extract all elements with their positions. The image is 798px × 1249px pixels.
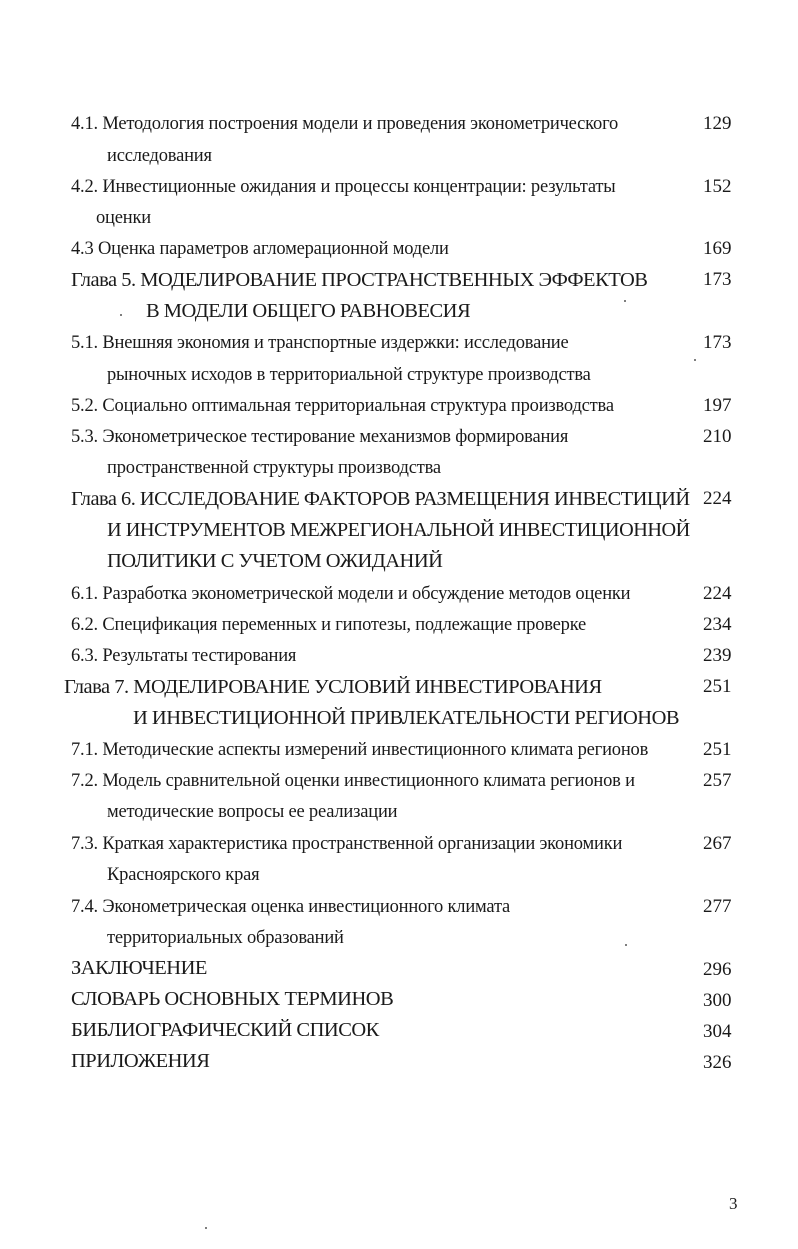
toc-entry-title-continued: рыночных исходов в территориальной структуре производства <box>107 365 591 385</box>
toc-chapter-title: Глава 6. ИССЛЕДОВАНИЕ ФАКТОРОВ РАЗМЕЩЕНИЯ ИНВЕСТИЦИЙ <box>71 488 690 510</box>
toc-chapter-title-continued: ПОЛИТИКИ С УЧЕТОМ ОЖИДАНИЙ <box>107 550 443 572</box>
scan-speck <box>120 314 122 316</box>
toc-page-number: 129 <box>703 113 732 134</box>
toc-page-number: 152 <box>703 176 732 197</box>
toc-page-number: 239 <box>703 645 732 666</box>
toc-page-number: 267 <box>703 833 732 854</box>
toc-entry-title: 4.3 Оценка параметров агломерационной модели <box>71 239 449 259</box>
toc-entry-title-continued: оценки <box>96 208 151 228</box>
toc-page-number: 234 <box>703 614 732 635</box>
toc-entry-title: 4.2. Инвестиционные ожидания и процессы концентрации: результаты <box>71 177 616 197</box>
toc-page-number: 173 <box>703 269 732 290</box>
toc-entry-title-continued: территориальных образований <box>107 928 344 948</box>
toc-page-number: 224 <box>703 488 732 509</box>
toc-page-number: 224 <box>703 583 732 604</box>
toc-entry-title: 7.3. Краткая характеристика пространственной организации экономики <box>71 834 623 854</box>
toc-page-number: 300 <box>703 990 732 1011</box>
toc-entry-title-continued: исследования <box>107 146 212 166</box>
toc-chapter-title-continued: И ИНСТРУМЕНТОВ МЕЖРЕГИОНАЛЬНОЙ ИНВЕСТИЦИОННОЙ <box>107 519 690 541</box>
toc-page-number: 296 <box>703 959 732 980</box>
toc-entry-title: 7.2. Модель сравнительной оценки инвестиционного климата регионов и <box>71 771 635 791</box>
toc-chapter-title-continued: В МОДЕЛИ ОБЩЕГО РАВНОВЕСИЯ <box>146 300 471 322</box>
toc-entry-title: 5.3. Эконометрическое тестирование механизмов формирования <box>71 427 569 447</box>
toc-entry-title: 6.2. Спецификация переменных и гипотезы, подлежащие проверке <box>71 615 587 635</box>
toc-section-title: ПРИЛОЖЕНИЯ <box>71 1050 210 1072</box>
toc-entry-title-continued: методические вопросы ее реализации <box>107 802 398 822</box>
toc-entry-title: 6.1. Разработка эконометрической модели и обсуждение методов оценки <box>71 584 631 604</box>
toc-page-number: 277 <box>703 896 732 917</box>
toc-page-number: 251 <box>703 676 732 697</box>
toc-entry-title: 5.2. Социально оптимальная территориальная структура производства <box>71 396 614 416</box>
toc-page-number: 210 <box>703 426 732 447</box>
toc-entry-title: 7.1. Методические аспекты измерений инвестиционного климата регионов <box>71 740 649 760</box>
toc-section-title: БИБЛИОГРАФИЧЕСКИЙ СПИСОК <box>71 1019 379 1041</box>
toc-entry-title: 6.3. Результаты тестирования <box>71 646 297 666</box>
toc-page-number: 251 <box>703 739 732 760</box>
toc-entry-title: 7.4. Эконометрическая оценка инвестиционного климата <box>71 897 511 917</box>
toc-page-number: 169 <box>703 238 732 259</box>
scan-speck <box>624 300 626 302</box>
toc-section-title: СЛОВАРЬ ОСНОВНЫХ ТЕРМИНОВ <box>71 988 394 1010</box>
toc-chapter-title-continued: И ИНВЕСТИЦИОННОЙ ПРИВЛЕКАТЕЛЬНОСТИ РЕГИОНОВ <box>133 707 680 729</box>
toc-page-number: 173 <box>703 332 732 353</box>
toc-entry-title: 4.1. Методология построения модели и проведения эконометрического <box>71 114 619 134</box>
toc-chapter-title: Глава 5. МОДЕЛИРОВАНИЕ ПРОСТРАНСТВЕННЫХ ЭФФЕКТОВ <box>71 269 648 291</box>
toc-entry-title-continued: Красноярского края <box>107 865 260 885</box>
scan-speck <box>694 359 696 361</box>
scan-speck <box>205 1227 207 1229</box>
toc-page-number: 257 <box>703 770 732 791</box>
toc-page-number: 304 <box>703 1021 732 1042</box>
toc-entry-title: 5.1. Внешняя экономия и транспортные издержки: исследование <box>71 333 569 353</box>
page-number-footer: 3 <box>729 1194 738 1213</box>
toc-section-title: ЗАКЛЮЧЕНИЕ <box>71 957 207 979</box>
toc-page-number: 326 <box>703 1052 732 1073</box>
toc-page-number: 197 <box>703 395 732 416</box>
toc-entry-title-continued: пространственной структуры производства <box>107 458 441 478</box>
scan-speck <box>625 944 627 946</box>
toc-chapter-title: Глава 7. МОДЕЛИРОВАНИЕ УСЛОВИЙ ИНВЕСТИРОВАНИЯ <box>64 676 602 698</box>
